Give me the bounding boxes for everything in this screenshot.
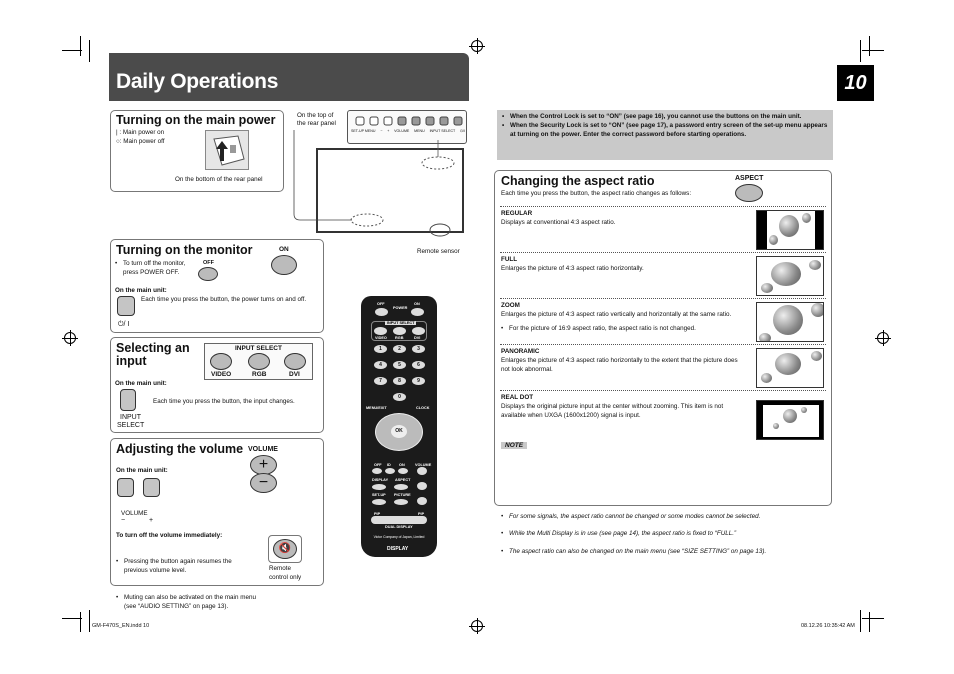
input-select-label: INPUT SELECT <box>235 345 282 352</box>
panel-label: INPUT SELECT <box>429 129 456 133</box>
off-button[interactable] <box>198 267 218 281</box>
mode-full-name: FULL <box>501 256 518 263</box>
remote-display-label: DISPLAY <box>372 478 389 482</box>
callout-lines <box>292 120 472 250</box>
remote-display-brand: DISPLAY <box>387 546 409 552</box>
note-label: NOTE <box>501 442 527 449</box>
remote-digit-8[interactable]: 8 <box>393 377 406 385</box>
panel-label: MENU <box>414 129 425 133</box>
crop-mark <box>62 50 82 51</box>
remote-picture-key[interactable] <box>394 499 408 505</box>
volume-plus-sign: + <box>149 517 154 524</box>
video-label: VIDEO <box>211 371 232 378</box>
remote-menu-exit-label: MENU/EXIT <box>366 406 387 410</box>
volume-minus-sign: − <box>121 517 126 524</box>
remote-power-on-key[interactable] <box>411 308 424 316</box>
remote-aspect-label: ASPECT <box>395 478 411 482</box>
input-btn-label-1: INPUT <box>120 414 141 421</box>
input-main-unit: On the main unit: <box>115 380 167 387</box>
input-desc: Each time you press the button, the input changes. <box>153 398 295 405</box>
regular-thumbnail <box>756 210 824 250</box>
remote-id-off-key[interactable] <box>372 468 382 474</box>
mute-title: To turn off the volume immediately: <box>116 532 223 539</box>
mode-panoramic-desc: Enlarges the picture of 4:3 aspect ratio horizontally to the extent that the picture does not look abnormal. <box>501 357 738 373</box>
aspect-button-label: ASPECT <box>735 175 764 182</box>
mode-realdot-name: REAL DOT <box>501 394 534 401</box>
remote-digit-2[interactable]: 2 <box>393 345 406 353</box>
remote-pip-label-left: PIP <box>374 512 381 516</box>
registration-mark-icon <box>877 332 889 344</box>
off-label: OFF <box>203 260 214 266</box>
remote-digit-6[interactable]: 6 <box>412 361 425 369</box>
power-symbol: ⏻/ I <box>118 321 130 328</box>
remote-digit-7[interactable]: 7 <box>374 377 387 385</box>
crop-mark <box>860 610 861 632</box>
volume-up-button[interactable]: + <box>250 455 277 475</box>
monitor-main-unit: On the main unit: <box>115 287 167 294</box>
crop-mark <box>89 610 90 632</box>
registration-mark-icon <box>64 332 76 344</box>
remote-volume-up-key[interactable] <box>417 467 427 475</box>
mode-full-bullet: • For the picture of 16:9 aspect ratio, the aspect ratio is not changed. <box>501 325 751 334</box>
mode-zoom-name: ZOOM <box>501 302 520 309</box>
aspect-intro: Each time you press the button, the aspect ratio changes as follows: <box>501 190 692 197</box>
mode-realdot-desc: Displays the original picture input at the center without zooming. This item is not available when UXGA (1600x1200) signal is input. <box>501 403 724 419</box>
remote-video-label: VIDEO <box>375 336 387 340</box>
crop-mark <box>89 40 90 62</box>
remote-id-on-key[interactable] <box>398 468 408 474</box>
remote-dvi-key[interactable] <box>412 327 425 335</box>
remote-row1-on: ON <box>399 463 405 467</box>
remote-on-label: ON <box>414 302 420 306</box>
divider <box>500 344 826 345</box>
remote-row1-off: OFF <box>374 463 382 467</box>
input-title-1: Selecting an <box>116 341 190 355</box>
remote-mute-key[interactable] <box>417 497 427 505</box>
remote-aspect-key[interactable] <box>394 484 408 490</box>
remote-maker-label: Victor Company of Japan, Limited <box>373 535 425 539</box>
remote-ok-key[interactable]: OK <box>391 425 407 438</box>
remote-rgb-key[interactable] <box>393 327 406 335</box>
remote-clock-label: CLOCK <box>416 406 430 410</box>
aspect-note-1: • For some signals, the aspect ratio cannot be changed or some modes cannot be selected. <box>501 513 826 522</box>
remote-input-select-label: INPUT SELECT <box>387 321 415 325</box>
remote-id-key[interactable] <box>385 468 395 474</box>
remote-video-key[interactable] <box>374 327 387 335</box>
divider <box>500 206 826 207</box>
mute-button[interactable]: 🔇 <box>273 539 297 559</box>
remote-setup-key[interactable] <box>372 499 386 505</box>
crop-mark <box>80 36 81 56</box>
rgb-label: RGB <box>252 371 267 378</box>
remote-row1-id: ID <box>387 463 391 467</box>
aspect-button[interactable] <box>735 184 763 202</box>
panel-label: − <box>380 129 383 133</box>
input-btn-label-2: SELECT <box>117 422 145 429</box>
page-number: 10 <box>837 65 874 101</box>
aspect-note-2: • While the Multi Display is in use (see page 14), the aspect ratio is fixed to “FULL.” <box>501 530 826 539</box>
remote-display-key[interactable] <box>372 484 386 490</box>
dvi-label: DVI <box>289 371 300 378</box>
zoom-thumbnail <box>756 302 824 342</box>
panel-label: SET-UP MENU <box>351 129 376 133</box>
mode-regular-desc: Displays at conventional 4:3 aspect ratio. <box>501 219 616 226</box>
input-select-button[interactable] <box>120 389 136 411</box>
remote-control <box>361 296 437 557</box>
footer-left: GM-F470S_EN.indd 10 <box>92 623 150 629</box>
volume-small-label: VOLUME <box>121 510 148 517</box>
crop-mark <box>62 618 82 619</box>
remote-digit-9[interactable]: 9 <box>412 377 425 385</box>
panoramic-thumbnail <box>756 348 824 388</box>
lock-note-2: • When the Security Lock is set to “ON” (see page 17), a password entry screen of the set-up menu appears at turning on the power. Enter the correct password before starting operations. <box>502 121 828 139</box>
mode-zoom-desc: Enlarges the picture of 4:3 aspect ratio vertically and horizontally at the same ratio. <box>501 311 732 318</box>
remote-pip-label-right: PIP <box>418 512 425 516</box>
remote-picture-label: PICTURE <box>394 493 411 497</box>
remote-row1-volume: VOLUME <box>415 463 432 467</box>
mode-regular-name: REGULAR <box>501 210 533 217</box>
divider <box>500 252 826 253</box>
volume-main-unit: On the main unit: <box>116 467 168 474</box>
remote-only-2: control only <box>269 574 302 581</box>
crop-mark <box>869 36 870 56</box>
monitor-desc: Each time you press the button, the power turns on and off. <box>141 296 307 303</box>
remote-pip-bar[interactable] <box>371 516 427 524</box>
volume-down-button[interactable]: − <box>250 473 277 493</box>
rear-top-caption-2: the rear panel <box>297 120 336 127</box>
main-volume-minus-button[interactable] <box>117 478 134 497</box>
remote-volume-down-key[interactable] <box>417 482 427 490</box>
mode-panoramic-name: PANORAMIC <box>501 348 540 355</box>
panel-label: VOLUME <box>394 129 410 133</box>
remote-dual-display-label: DUAL DISPLAY <box>385 525 413 529</box>
crop-mark <box>869 612 870 632</box>
registration-mark-icon <box>471 40 483 52</box>
mute-bullet-2: • Muting can also be activated on the main menu (see “AUDIO SETTING” on page 13). <box>116 594 266 611</box>
video-button[interactable] <box>210 353 232 370</box>
aspect-note-3: • The aspect ratio can also be changed on the main menu (see “SIZE SETTING” on page 13). <box>501 548 826 557</box>
crop-mark <box>80 612 81 632</box>
main-power-legend-on: | : Main power on <box>116 129 165 136</box>
remote-digit-1[interactable]: 1 <box>374 345 387 353</box>
remote-dvi-label: DVI <box>414 336 421 340</box>
remote-power-off-key[interactable] <box>375 308 388 316</box>
remote-digit-3[interactable]: 3 <box>412 345 425 353</box>
remote-power-label: POWER <box>393 306 408 310</box>
realdot-thumbnail <box>756 400 824 440</box>
rear-top-caption-1: On the top of <box>297 112 334 119</box>
main-power-button[interactable] <box>117 296 135 316</box>
on-label: ON <box>279 246 289 253</box>
mute-bullet-1: • Pressing the button again resumes the previous volume level. <box>116 558 256 575</box>
remote-only-1: Remote <box>269 565 292 572</box>
lock-note-1: • When the Control Lock is set to “ON” (see page 16), you cannot use the buttons on the main unit. <box>502 112 828 121</box>
divider <box>500 390 826 391</box>
crop-mark <box>862 618 884 619</box>
rear-bottom-caption: On the bottom of the rear panel <box>175 176 263 183</box>
footer-right: 08.12.26 10:35:42 AM <box>801 623 855 629</box>
aspect-title: Changing the aspect ratio <box>501 174 655 188</box>
full-thumbnail <box>756 256 824 296</box>
page-title: Daily Operations <box>116 70 279 93</box>
dvi-button[interactable] <box>284 353 306 370</box>
rgb-button[interactable] <box>248 353 270 370</box>
remote-digit-5[interactable]: 5 <box>393 361 406 369</box>
remote-setup-label: SET-UP <box>372 493 386 497</box>
on-button[interactable] <box>271 255 297 275</box>
lock-notes <box>497 110 833 160</box>
main-volume-plus-button[interactable] <box>143 478 160 497</box>
remote-sensor-caption: Remote sensor <box>417 248 460 255</box>
crop-mark <box>860 40 861 62</box>
volume-title: Adjusting the volume <box>116 442 244 456</box>
panel-label: + <box>387 129 390 133</box>
monitor-bullet: • To turn off the monitor, press POWER OFF. <box>115 260 195 277</box>
main-power-switch-icon <box>205 130 249 170</box>
divider <box>500 298 826 299</box>
panel-label: ⏻/I <box>460 129 465 133</box>
mode-full-desc: Enlarges the picture of 4:3 aspect ratio horizontally. <box>501 265 644 272</box>
remote-digit-4[interactable]: 4 <box>374 361 387 369</box>
registration-mark-icon <box>471 620 483 632</box>
main-power-title: Turning on the main power <box>116 113 276 127</box>
main-power-legend-off: ○: Main power off <box>116 138 165 145</box>
remote-digit-0[interactable]: 0 <box>393 393 406 401</box>
volume-label: VOLUME <box>248 446 278 453</box>
remote-rgb-label: RGB <box>395 336 404 340</box>
remote-off-label: OFF <box>377 302 385 306</box>
input-title-2: input <box>116 354 147 368</box>
crop-mark <box>862 50 884 51</box>
monitor-title: Turning on the monitor <box>116 243 253 257</box>
